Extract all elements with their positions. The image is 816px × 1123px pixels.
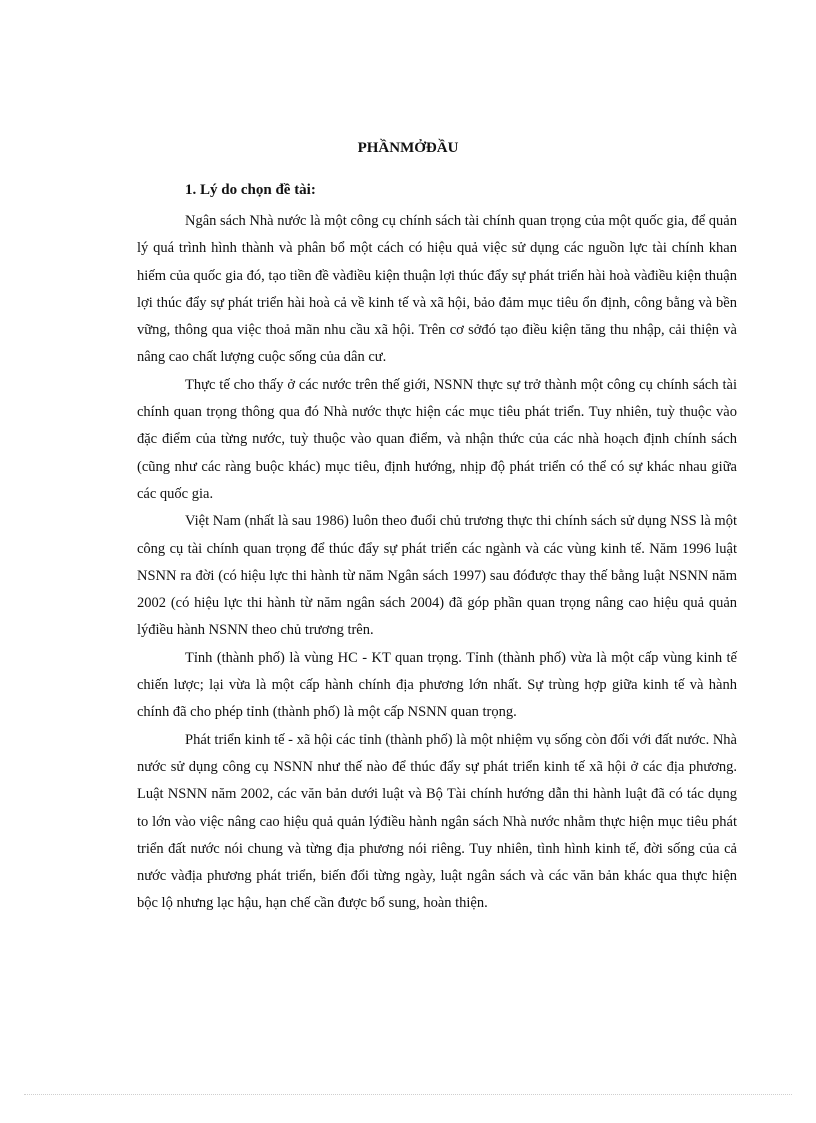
paragraph: Phát triển kinh tế - xã hội các tỉnh (thành phố) là một nhiệm vụ sống còn đối với đất nước. Nhà nước sử dụng công cụ NSNN như thế nào để thúc đẩy sự phát triển kinh tế xã hội ở các địa phương. Luật NSNN năm 2002, các văn bản dưới luật và Bộ Tài chính hướng dẫn thi hành luật đã có tác dụng to lớn vào việc nâng cao hiệu quả quản lýđiều hành ngân sách Nhà nước nhằm thực hiện mục tiêu phát triển đất nước nói chung và từng địa phương nói riêng. Tuy nhiên, tình hình kinh tế, đời sống của cả nước vàđịa phương phát triển, biến đổi từng ngày, luật ngân sách và các văn bản khác qua thực hiện bộc lộ nhưng lạc hậu, hạn chế cần được bổ sung, hoàn thiện. (137, 731, 737, 912)
page-bottom-divider (24, 1094, 792, 1095)
paragraph: Ngân sách Nhà nước là một công cụ chính sách tài chính quan trọng của một quốc gia, để quản lý quá trình hình thành và phân bổ một cách có hiệu quả việc sử dụng các nguồn lực tài chính khan hiếm của quốc gia đó, tạo tiền đề vàđiều kiện thuận lợi thúc đẩy sự phát triển hài hoà vàđiều kiện thuận lợi thúc đẩy sự phát triển hài hoà cả về kinh tế và xã hội, bảo đảm mục tiêu ổn định, công bằng và bền vững, thông qua việc thoả mãn nhu cầu xã hội. Trên cơ sởđó tạo điều kiện tăng thu nhập, cải thiện và nâng cao chất lượng cuộc sống của dân cư. (137, 213, 737, 366)
paragraph: Thực tế cho thấy ở các nước trên thế giới, NSNN thực sự trở thành một công cụ chính sách tài chính quan trọng thông qua đó Nhà nước thực hiện các mục tiêu phát triển. Tuy nhiên, tuỳ thuộc vào đặc điểm của từng nước, tuỳ thuộc vào quan điểm, và nhận thức của các nhà hoạch định chính sách (cũng như các ràng buộc khác) mục tiêu, định hướng, nhịp độ phát triển có thể có sự khác nhau giữa các quốc gia. (137, 376, 737, 502)
document-body (137, 208, 737, 918)
paragraph: Tỉnh (thành phố) là vùng HC - KT quan trọng. Tỉnh (thành phố) vừa là một cấp vùng kinh tế chiến lược; lại vừa là một cấp hành chính địa phương lớn nhất. Sự trùng hợp giữa kinh tế và hành chính đã cho phép tỉnh (thành phố) là một cấp NSNN quan trọng. (137, 649, 737, 721)
document-title: PHẦNMỞĐẦU (357, 140, 459, 156)
paragraph: Việt Nam (nhất là sau 1986) luôn theo đuổi chủ trương thực thi chính sách sử dụng NSS là một công cụ tài chính quan trọng để thúc đẩy sự phát triển các ngành và các vùng kinh tế. Năm 1996 luật NSNN ra đời (có hiệu lực thi hành từ năm Ngân sách 1997) sau đóđược thay thế bằng luật NSNN năm 2002 (có hiệu lực thi hành từ năm ngân sách 2004) đã góp phần quan trọng nâng cao hiệu quả quản lýđiều hành NSNN theo chủ trương trên. (137, 513, 737, 639)
section-heading: 1. Lý do chọn đề tài: (185, 182, 316, 198)
